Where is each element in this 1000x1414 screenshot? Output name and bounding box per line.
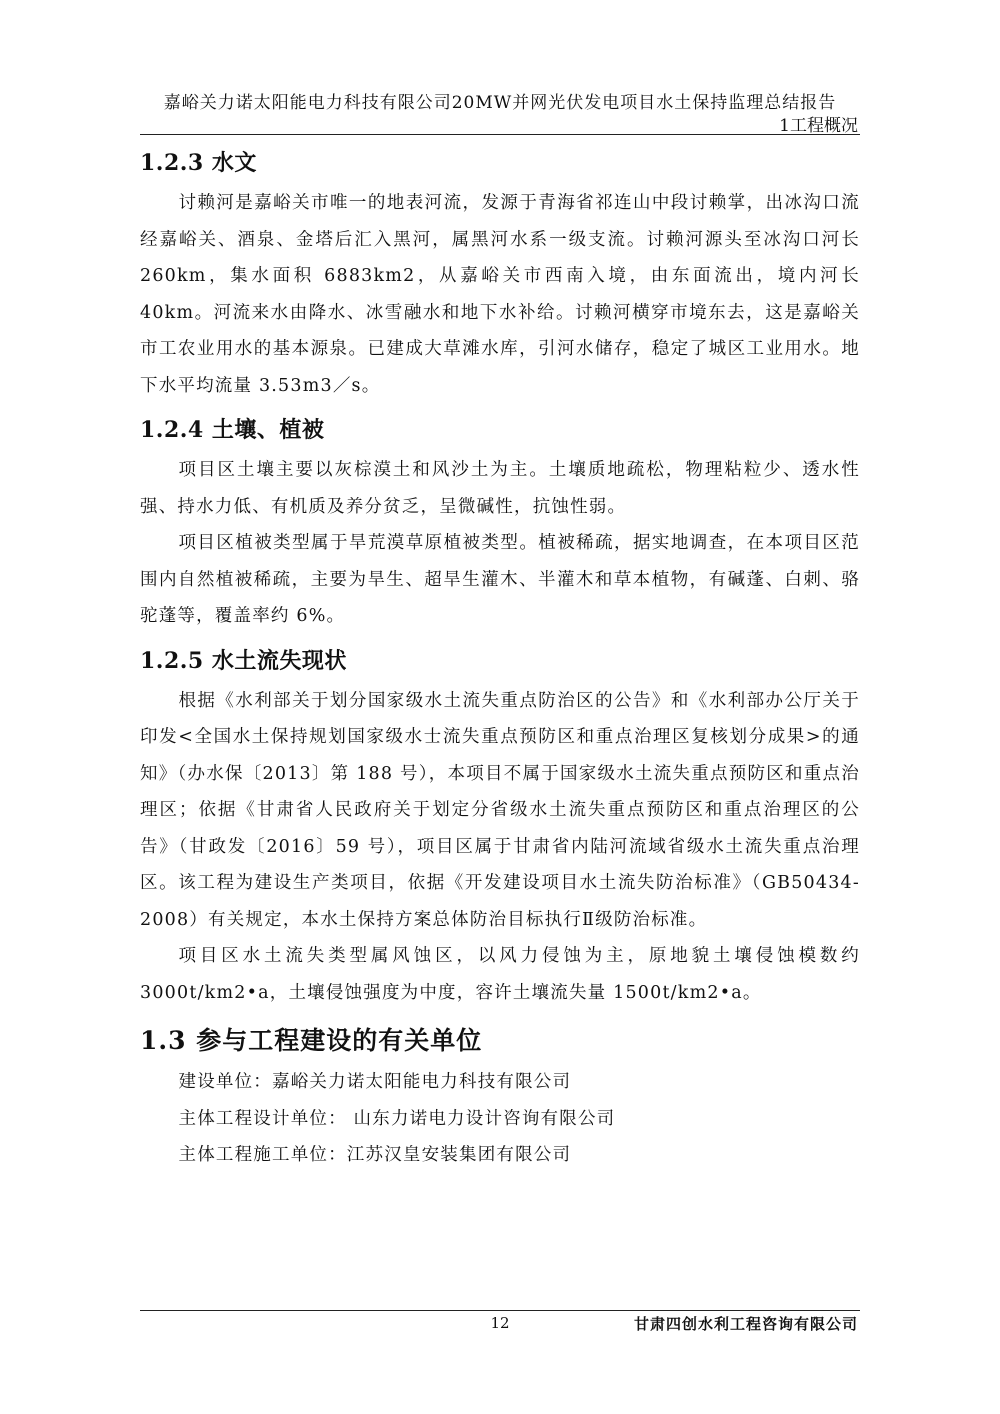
header-divider (140, 134, 860, 135)
footer-divider (140, 1310, 860, 1311)
builder-unit-line: 主体工程施工单位：江苏汉皇安装集团有限公司 (178, 1145, 572, 1165)
construction-unit-line: 建设单位：嘉峪关力诺太阳能电力科技有限公司 (178, 1072, 572, 1092)
section-heading-hydrology: 1.2.3 水文 (140, 150, 257, 176)
header-chapter: 1工程概况 (779, 116, 858, 136)
page-body (140, 143, 860, 1174)
header-title: 嘉峪关力诺太阳能电力科技有限公司20MW并网光伏发电项目水土保持监理总结报告 (163, 93, 837, 113)
page-number: 12 (490, 1314, 510, 1332)
design-unit-line: 主体工程设计单位： 山东力诺电力设计咨询有限公司 (178, 1108, 616, 1129)
section-heading-soil-vegetation: 1.2.4 土壤、植被 (140, 417, 325, 443)
erosion-zone-paragraph: 根据《水利部关于划分国家级水土流失重点防治区的公告》和《水利部办公厅关于印发<全国水土保持规划国家级水士流失重点预防区和重点治理区复核划分成果>的通知》（办水保〔2013〕第 188 号），本项目不属于国家级水土流失重点预防区和重点治理区；依据《甘肃省人民政府关于划定分省级水土流失重点预防区和重点治理区的公告》（甘政发〔2016〕59 号），项目区属于甘肃省内陆河流域省级水土流失重点治理区。该工程为建设生产类项目，依据《开发建设项目水土流失防治标准》（GB50434-2008）有关规定，本水土保持方案总体防治目标执行Ⅱ级防治标准。 (140, 690, 860, 930)
vegetation-paragraph: 项目区植被类型属于旱荒漠草原植被类型。植被稀疏，据实地调查，在本项目区范围内自然植被稀疏，主要为旱生、超旱生灌木、半灌木和草本植物，有碱蓬、白刺、骆驼蓬等，覆盖率约 6%。 (140, 533, 860, 626)
section-heading-soil-erosion: 1.2.5 水土流失现状 (140, 647, 347, 674)
erosion-type-paragraph: 项目区水土流失类型属风蚀区，以风力侵蚀为主，原地貌土壤侵蚀模数约 3000t/km2•a，土壤侵蚀强度为中度，容许土壤流失量 1500t/km2•a。 (140, 946, 860, 1003)
section-heading-participating-units: 1.3 参与工程建设的有关单位 (140, 1026, 483, 1055)
footer-organization: 甘肃四创水利工程咨询有限公司 (633, 1315, 858, 1333)
hydrology-paragraph: 讨赖河是嘉峪关市唯一的地表河流，发源于青海省祁连山中段讨赖掌，出冰沟口流经嘉峪关、酒泉、金塔后汇入黑河，属黑河水系一级支流。讨赖河源头至冰沟口河长 260km，集水面积 6883km2，从嘉峪关市西南入境，由东面流出，境内河长 40km。河流来水由降水、冰雪融水和地下水补给。讨赖河横穿市境东去，这是嘉峪关市工农业用水的基本源泉。已建成大草滩水库，引河水储存，稳定了城区工业用水。地下水平均流量 3.53m3／s。 (140, 193, 860, 396)
soil-paragraph: 项目区土壤主要以灰棕漠土和风沙土为主。土壤质地疏松，物理粘粒少、透水性强、持水力低、有机质及养分贫乏，呈微碱性，抗蚀性弱。 (140, 460, 860, 517)
